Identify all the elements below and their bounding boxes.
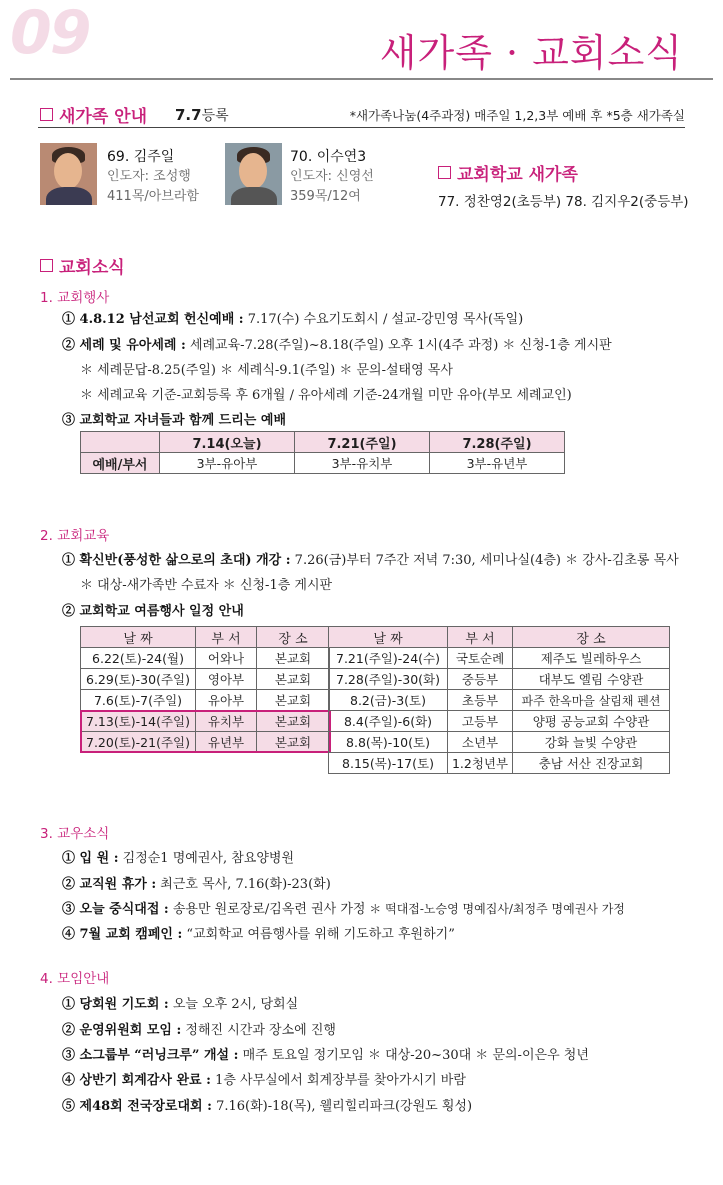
table-cell: 8.2(금)-3(토): [329, 690, 448, 711]
member-photo-1: [40, 143, 97, 205]
table-cell: 강화 늘빛 수양관: [513, 732, 670, 753]
table-cell: 제주도 빌레하우스: [513, 648, 670, 669]
table-cell: 충남 서산 진장교회: [513, 753, 670, 774]
member-news-2: ② 교직원 휴가 : 최근호 목사, 7.16(화)-23(화): [62, 877, 331, 892]
table-cell: 양평 공능교회 수양관: [513, 711, 670, 732]
table-cell: 파주 한옥마을 살림채 펜션: [513, 690, 670, 711]
table-cell: 8.8(목)-10(토): [329, 732, 448, 753]
table-row: [81, 648, 330, 669]
table-cell: 7.21(주일)-24(수): [329, 648, 448, 669]
page-number: 09: [10, 0, 90, 68]
table-row: [329, 732, 670, 753]
table-cell: 유치부: [196, 711, 257, 732]
meeting-line-2: ② 운영위원회 모임 : 정해진 시간과 장소에 진행: [62, 1023, 336, 1038]
section-title-meetings: 4. 모임안내: [40, 971, 110, 987]
table-cell: 유년부: [196, 732, 257, 753]
table-cell: 7.20(토)-21(주일): [81, 732, 196, 753]
event-line-1: ① 4.8.12 남선교회 헌신예배 : 7.17(수) 수요기도회시 / 설교-강민영 목사(독일): [62, 312, 524, 327]
section-title-events: 1. 교회행사: [40, 290, 110, 306]
table-cell: 6.22(토)-24(월): [81, 648, 196, 669]
registration-date: 7.7등록: [175, 106, 229, 124]
shoulders: [231, 187, 277, 205]
worship-row-header: 예배/부서: [81, 453, 160, 474]
schedule-header: 날 짜: [81, 627, 196, 648]
face: [239, 153, 267, 189]
page-title: 새가족 · 교회소식: [379, 31, 683, 75]
member-news-4: ④ 7월 교회 캠페인 : “교회학교 여름행사를 위해 기도하고 후원하기”: [62, 927, 455, 942]
new-member-1: 69. 김주일 인도자: 조성행 411목/아브라함: [107, 149, 199, 204]
table-cell: 1.2청년부: [448, 753, 513, 774]
table-row: [81, 690, 330, 711]
worship-dept: 3부-유아부: [160, 453, 295, 474]
table-cell: 본교회: [257, 669, 330, 690]
meeting-line-4: ④ 상반기 회계감사 완료 : 1층 사무실에서 회계장부를 찾아가시기 바람: [62, 1073, 466, 1088]
schedule-header: 날 짜: [329, 627, 448, 648]
education-line-1: ① 확신반(풍성한 삶으로의 초대) 개강 : 7.26(금)부터 7주간 저녁 7:30, 세미나실(4층) ＊ 강사-김초롱 목사: [62, 553, 679, 568]
event-line-4: ＊ 세례교육 기준-교회등록 후 6개월 / 유아세례 기준-24개월 미만 유아(부모 세례교인): [80, 388, 572, 403]
schedule-header: 장 소: [257, 627, 330, 648]
table-cell: 본교회: [257, 690, 330, 711]
education-line-3: ② 교회학교 여름행사 일정 안내: [62, 604, 244, 619]
table-cell: 7.28(주일)-30(화): [329, 669, 448, 690]
member-photo-2: [225, 143, 282, 205]
section-title-members: 3. 교우소식: [40, 826, 110, 842]
section-divider: [38, 127, 685, 128]
member-news-3: ③ 오늘 중식대접 : 송용만 원로장로/김옥련 권사 가정 ＊ 떡대접-노승영 명예집사/최정주 명예권사 가정: [62, 902, 625, 917]
worship-date: 7.21(주일): [295, 432, 430, 453]
table-cell: 본교회: [257, 648, 330, 669]
shoulders: [46, 187, 92, 205]
table-row: [81, 669, 330, 690]
event-line-2: ② 세례 및 유아세례 : 세례교육-7.28(주일)~8.18(주일) 오후 1시(4주 과정) ＊ 신청-1층 게시판: [62, 338, 612, 353]
table-cell: 어와나: [196, 648, 257, 669]
worship-dept: 3부-유치부: [295, 453, 430, 474]
meeting-line-5: ⑤ 제48회 전국장로대회 : 7.16(화)-18(목), 웰리힐리파크(강원도 횡성): [62, 1099, 473, 1114]
table-cell: 중등부: [448, 669, 513, 690]
table-cell: 유아부: [196, 690, 257, 711]
table-cell: 7.6(토)-7(주일): [81, 690, 196, 711]
table-cell: 8.15(목)-17(토): [329, 753, 448, 774]
meeting-line-1: ① 당회원 기도회 : 오늘 오후 2시, 당회실: [62, 997, 299, 1012]
meeting-line-3: ③ 소그룹부 “러닝크루” 개설 : 매주 토요일 정기모임 ＊ 대상-20~30대 ＊ 문의-이은우 청년: [62, 1048, 589, 1063]
table-cell: 고등부: [448, 711, 513, 732]
table-cell: 영아부: [196, 669, 257, 690]
worship-table-corner: [81, 432, 160, 453]
event-line-3: ＊ 세례문답-8.25(주일) ＊ 세례식-9.1(주일) ＊ 문의-설태영 목사: [80, 363, 453, 378]
table-cell: 초등부: [448, 690, 513, 711]
summer-schedule-right: [328, 626, 670, 774]
new-family-note: *새가족나눔(4주과정) 매주일 1,2,3부 예배 후 *5층 새가족실: [349, 108, 685, 123]
table-cell: 대부도 엘림 수양관: [513, 669, 670, 690]
schedule-header: 부 서: [196, 627, 257, 648]
table-row: [329, 648, 670, 669]
new-family-heading: 새가족 안내: [40, 102, 147, 127]
table-row: [329, 711, 670, 732]
table-row: [329, 669, 670, 690]
square-bullet-icon: [40, 259, 53, 272]
education-line-2: ＊ 대상-새가족반 수료자 ＊ 신청-1층 게시판: [80, 578, 333, 593]
table-cell: 8.4(주일)-6(화): [329, 711, 448, 732]
square-bullet-icon: [438, 166, 451, 179]
worship-table: [80, 431, 565, 474]
square-bullet-icon: [40, 108, 53, 121]
table-row: [329, 690, 670, 711]
table-cell: 6.29(토)-30(주일): [81, 669, 196, 690]
schedule-header: 장 소: [513, 627, 670, 648]
worship-date: 7.14(오늘): [160, 432, 295, 453]
table-cell: 국토순례: [448, 648, 513, 669]
worship-dept: 3부-유년부: [430, 453, 565, 474]
church-news-heading: 교회소식: [40, 253, 125, 278]
member-news-1: ① 입 원 : 김정순1 명예권사, 참요양병원: [62, 851, 294, 866]
school-new-family-heading: 교회학교 새가족: [438, 160, 578, 185]
highlight-box: [80, 710, 331, 753]
table-cell: 7.13(토)-14(주일): [81, 711, 196, 732]
header-divider: [10, 78, 713, 80]
section-title-education: 2. 교회교육: [40, 528, 110, 544]
worship-date: 7.28(주일): [430, 432, 565, 453]
school-new-family-list: 77. 정찬영2(초등부) 78. 김지우2(중등부): [438, 194, 689, 210]
new-member-2: 70. 이수연3 인도자: 신영선 359목/12여: [290, 149, 374, 204]
table-cell: 본교회: [257, 711, 330, 732]
table-cell: 본교회: [257, 732, 330, 753]
schedule-header: 부 서: [448, 627, 513, 648]
face: [54, 153, 82, 189]
table-row: [329, 753, 670, 774]
table-cell: 소년부: [448, 732, 513, 753]
event-line-5: ③ 교회학교 자녀들과 함께 드리는 예배: [62, 413, 286, 428]
